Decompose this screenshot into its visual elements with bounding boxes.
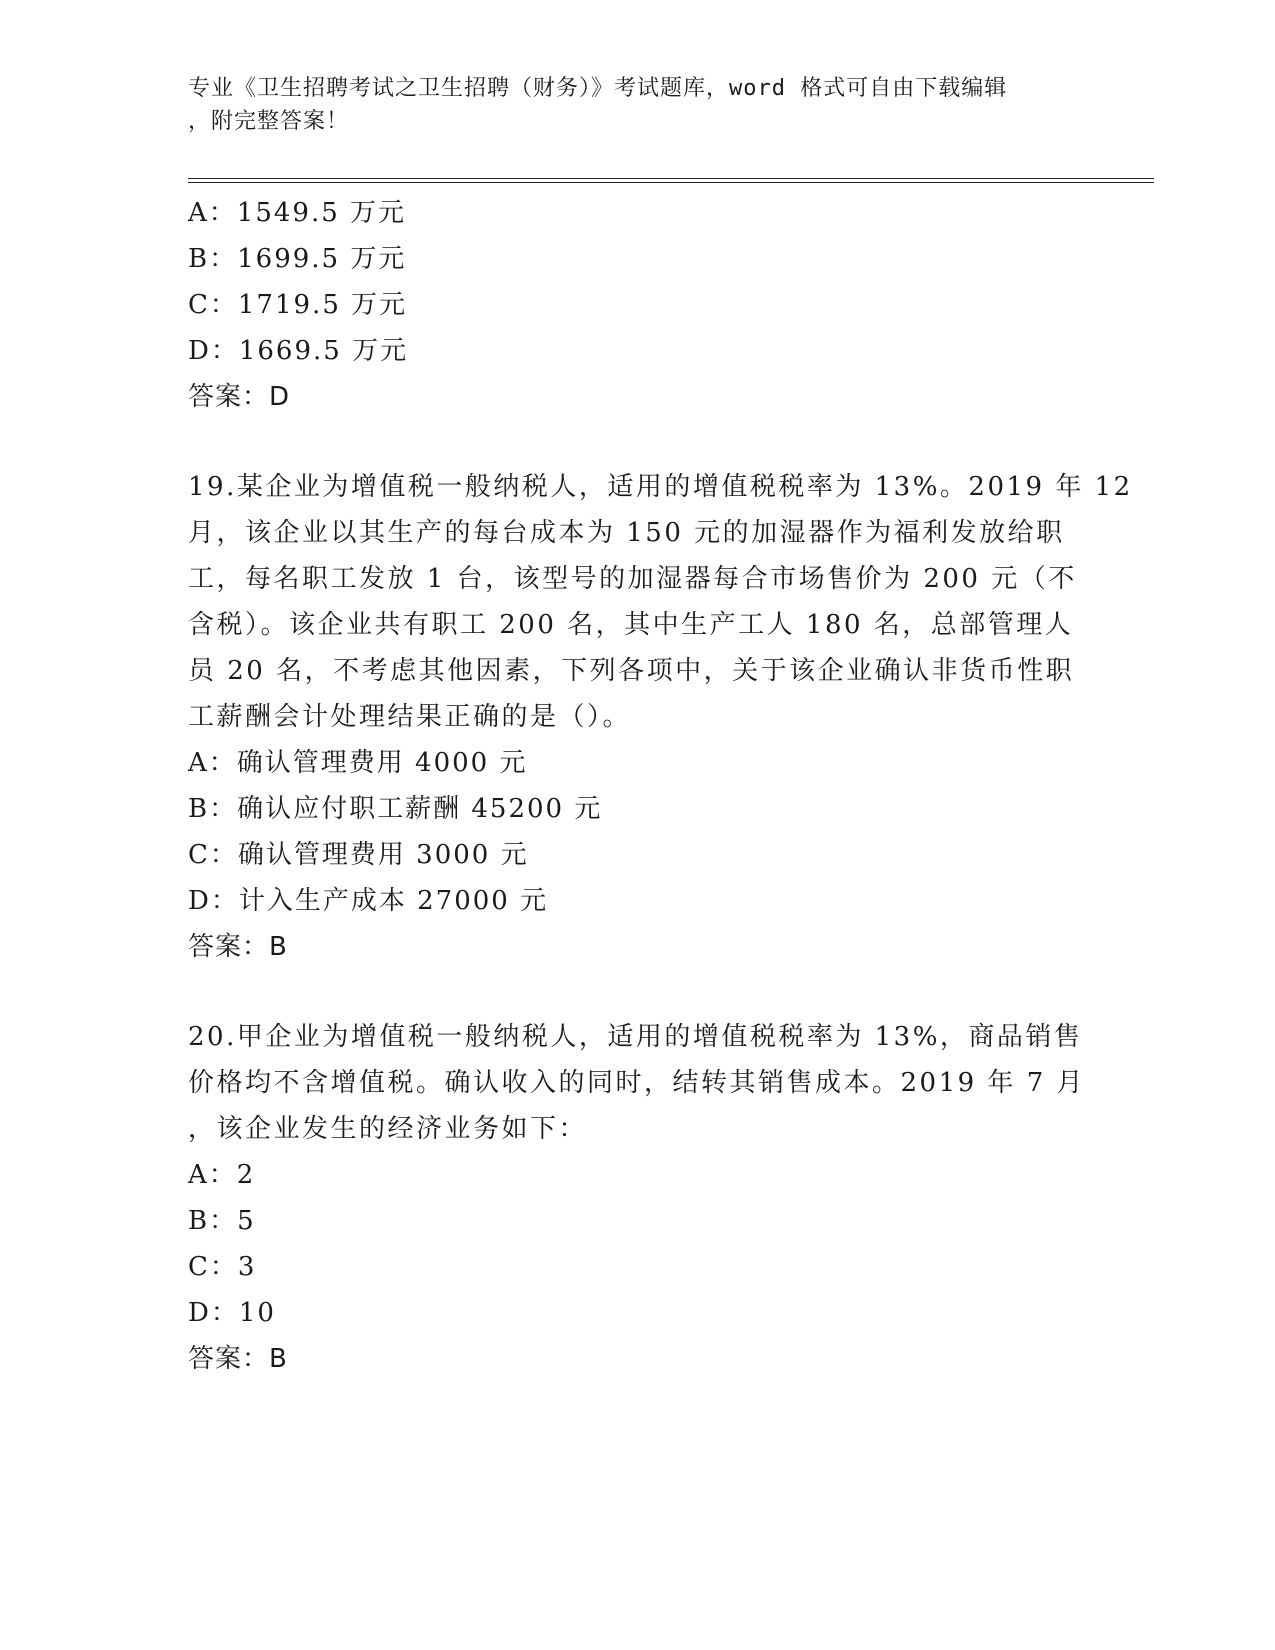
stem-line: 工，每名职工发放 1 台，该型号的加湿器每合市场售价为 200 元（不 <box>188 564 1077 594</box>
stem-line: 工薪酬会计处理结果正确的是（）。 <box>188 702 632 732</box>
stem-line: 月，该企业以其生产的每台成本为 150 元的加湿器作为福利发放给职 <box>188 518 1065 548</box>
option-c: C：3 <box>188 1252 257 1282</box>
question-18-options <box>188 190 1088 420</box>
document-header <box>188 72 1078 138</box>
stem-line: ，该企业发生的经济业务如下： <box>188 1114 588 1144</box>
option-d: D：1669.5 万元 <box>188 336 409 366</box>
answer: 答案：B <box>188 1344 288 1374</box>
stem-line: 含税）。该企业共有职工 200 名，其中生产工人 180 名，总部管理人 <box>188 610 1074 640</box>
header-divider-top <box>188 178 1154 179</box>
stem-line: 价格均不含增值税。确认收入的同时，结转其销售成本。2019 年 7 月 <box>188 1068 1086 1098</box>
option-a: A：确认管理费用 4000 元 <box>188 748 528 778</box>
answer: 答案：B <box>188 932 288 962</box>
header-divider-bottom <box>188 182 1154 183</box>
option-b: B：5 <box>188 1206 256 1236</box>
question-20-stem <box>188 1014 1098 1152</box>
option-a: A：2 <box>188 1160 256 1190</box>
question-19-options <box>188 740 1088 970</box>
header-line-2: ，附完整答案！ <box>188 109 350 134</box>
option-b: B：1699.5 万元 <box>188 244 407 274</box>
answer: 答案：D <box>188 382 291 412</box>
document-body <box>188 190 1133 1382</box>
option-a: A：1549.5 万元 <box>188 198 407 228</box>
option-b: B：确认应付职工薪酬 45200 元 <box>188 794 603 824</box>
question-19-stem <box>188 464 1133 740</box>
question-20-options <box>188 1152 1088 1382</box>
stem-line: 员 20 名，不考虑其他因素，下列各项中，关于该企业确认非货币性职 <box>188 656 1075 686</box>
stem-line: 20.甲企业为增值税一般纳税人，适用的增值税税率为 13%，商品销售 <box>188 1022 1083 1052</box>
option-c: C：1719.5 万元 <box>188 290 408 320</box>
option-c: C：确认管理费用 3000 元 <box>188 840 529 870</box>
option-d: D：计入生产成本 27000 元 <box>188 886 549 916</box>
header-line-1: 专业《卫生招聘考试之卫生招聘（财务）》考试题库，word 格式可自由下载编辑 <box>188 76 1008 101</box>
stem-line: 19.某企业为增值税一般纳税人，适用的增值税税率为 13%。2019 年 12 <box>188 472 1133 502</box>
option-d: D：10 <box>188 1298 276 1328</box>
